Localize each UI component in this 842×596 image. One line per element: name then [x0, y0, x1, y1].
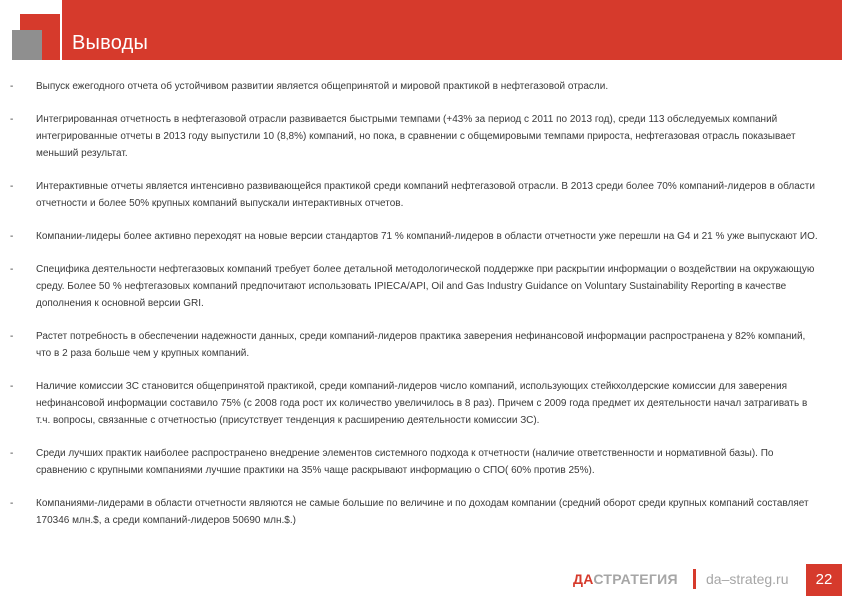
list-item: [0, 78, 842, 95]
bullet-marker: -: [10, 81, 14, 92]
bullet-marker: -: [10, 331, 14, 342]
bullet-text: Выпуск ежегодного отчета об устойчивом развитии является общепринятой и мировой практикой в нефтегазовой отрасли.: [36, 81, 609, 92]
logo-main-text: СТРАТЕГИЯ: [593, 571, 678, 587]
bullet-marker: -: [10, 448, 14, 459]
bullet-marker: -: [10, 381, 14, 392]
logo-divider: [693, 569, 696, 589]
bullet-marker: -: [10, 498, 14, 509]
list-item: [0, 378, 842, 429]
header-bar: [62, 0, 842, 60]
bullet-marker: -: [10, 231, 14, 242]
website-url: da–strateg.ru: [706, 571, 789, 587]
list-item: [0, 495, 842, 529]
list-item: [0, 261, 842, 312]
list-item: [0, 445, 842, 479]
bullet-marker: -: [10, 181, 14, 192]
bullet-text: Наличие комиссии ЗС становится общепринятой практикой, среди компаний-лидеров число компаний, использующих стейкхолдерские комиссии для заверения нефинансовой информации составило 75% (с 2008 года рост их количество увеличилось в 8 раз). Причем с 2009 года предмет их деятельности начал затрагивать в т.ч. вопросы, связанные с отчетностью (присутствует тенденция к расширению деятельности комиссии ЗС).: [36, 381, 808, 426]
logo-accent-text: ДА: [573, 571, 594, 587]
list-item: [0, 111, 842, 162]
page-title: Выводы: [72, 32, 149, 54]
bullet-marker: -: [10, 264, 14, 275]
list-item: [0, 228, 842, 245]
bullet-text: Компании-лидеры более активно переходят на новые версии стандартов 71 % компаний-лидеров в области отчетности уже перешли на G4 и 21 % уже выпускают ИО.: [36, 231, 818, 242]
list-item: [0, 328, 842, 362]
bullet-text: Интерактивные отчеты является интенсивно развивающейся практикой среди компаний нефтегазовой отрасли. В 2013 среди более 70% компаний-лидеров в области отчетности и более 50% крупных компаний выпускали интерактивных отчетов.: [36, 181, 815, 209]
bullet-text: Интегрированная отчетность в нефтегазовой отрасли развивается быстрыми темпами (+43% за период с 2011 по 2013 год), среди 113 обследуемых компаний интегрированные отчеты в 2013 году выпустили 10 (8,8%) компаний, но пока, в сравнении с общемировыми темпами прироста, нефтегазовая отрасль показывает меньший результат.: [36, 114, 796, 159]
bullet-marker: -: [10, 114, 14, 125]
bullet-text: Специфика деятельности нефтегазовых компаний требует более детальной методологической поддержке при раскрытии информации о воздействии на окружающую среду. Более 50 % нефтегазовых компаний предпочитают использовать IPIECA/API, Oil and Gas Industry Guidance on Voluntary Sustainability Reporting в качестве дополнения к основной версии GRI.: [36, 264, 815, 309]
bullet-text: Компаниями-лидерами в области отчетности являются не самые большие по величине и по доходам компании (средний оборот среди крупных компаний составляет 170346 млн.$, а среди компаний-лидеров 50690 млн.$.): [36, 498, 809, 526]
company-logo: [573, 571, 678, 587]
bullet-text: Среди лучших практик наиболее распространено внедрение элементов системного подхода к отчетности (наличие ответственности и нормативной базы). По сравнению с крупными компаниями лучшие практики на 35% чаще раскрывают информацию о СПО( 60% против 25%).: [36, 448, 774, 476]
corner-gray-square: [12, 30, 42, 60]
list-item: [0, 178, 842, 212]
page-number: 22: [806, 564, 842, 596]
conclusions-list: [0, 78, 842, 529]
bullet-text: Растет потребность в обеспечении надежности данных, среди компаний-лидеров практика заверения нефинансовой информации распространена у 82% компаний, что в 2 раза больше чем у крупных компаний.: [36, 331, 806, 359]
